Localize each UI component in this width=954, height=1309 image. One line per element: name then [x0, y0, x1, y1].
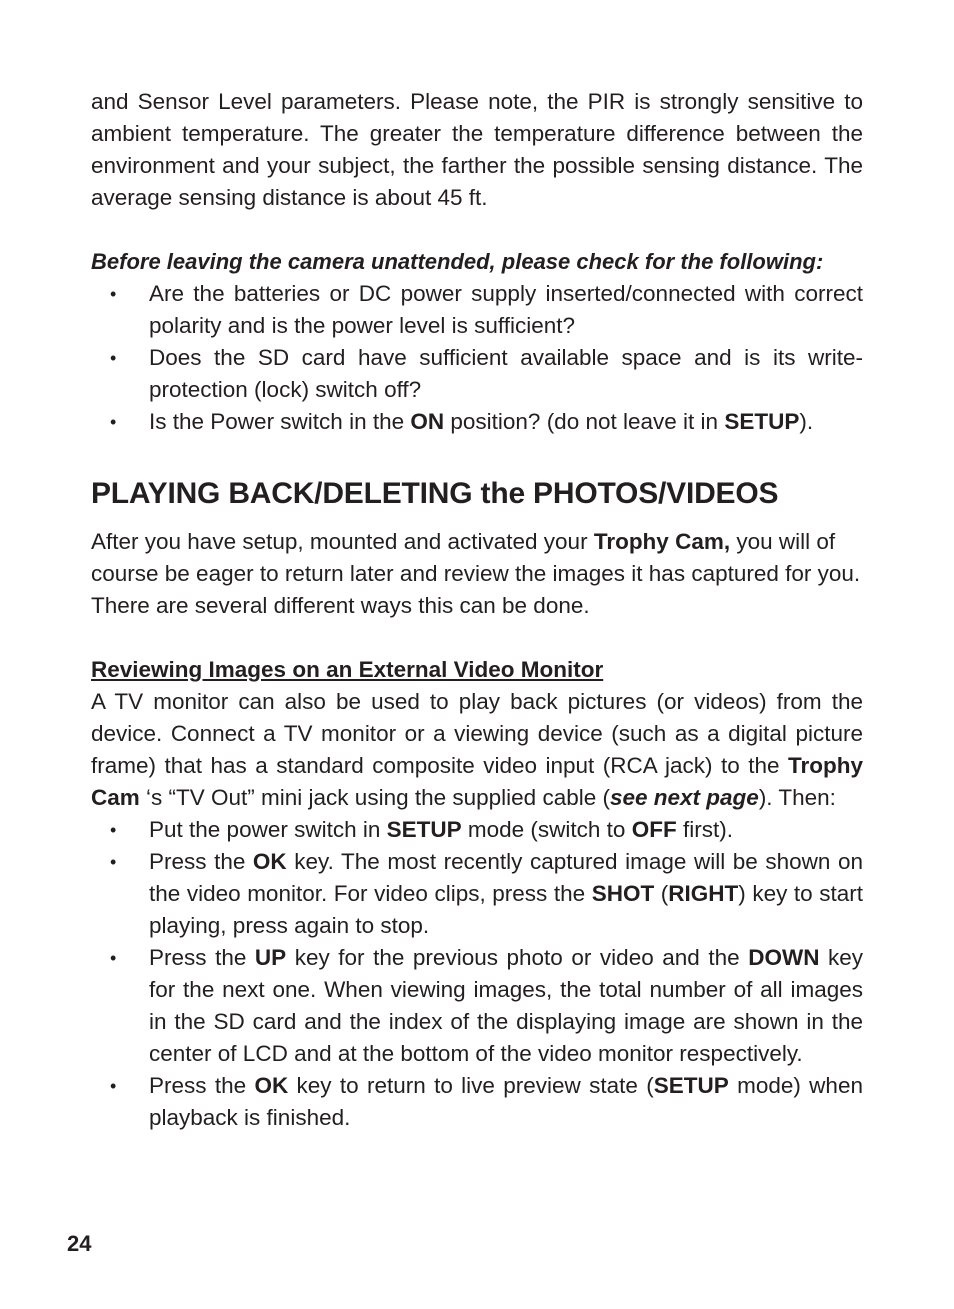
text-run: Press the	[149, 1073, 255, 1098]
text-run: Press the	[149, 945, 255, 970]
text-run: (	[654, 881, 669, 906]
text-run: mode) when playback is finished.	[149, 1073, 863, 1130]
step-item	[91, 942, 863, 1070]
bold-term: Trophy Cam,	[593, 529, 731, 554]
text-run: mode (switch to	[461, 817, 632, 842]
checklist-item-text: position? (do not leave it in	[444, 409, 725, 434]
bold-term: SETUP	[653, 1073, 729, 1098]
checklist-item-text: Are the batteries or DC power supply inserted/connected with correct polarity and is the power level is sufficient?	[149, 281, 863, 338]
checklist-item	[91, 342, 863, 406]
bold-term: ON	[410, 409, 445, 434]
intro-paragraph: and Sensor Level parameters. Please note, the PIR is strongly sensitive to ambient temperature. The greater the temperature difference between the environment and your subject, the farther the possible sensing distance. The average sensing distance is about 45 ft.	[91, 89, 863, 210]
checklist-item-text: ).	[799, 409, 814, 434]
bold-term: RIGHT	[668, 881, 739, 906]
bold-term: OFF	[631, 817, 677, 842]
text-run: ). Then:	[758, 785, 836, 810]
bold-term: OK	[252, 849, 287, 874]
checklist-heading: Before leaving the camera unattended, please check for the following:	[91, 249, 824, 274]
bold-term: SETUP	[386, 817, 462, 842]
bold-term: Trophy Cam	[91, 753, 863, 810]
bold-term: UP	[254, 945, 287, 970]
text-run: key to return to live preview state (	[288, 1073, 654, 1098]
reviewing-paragraph	[91, 686, 863, 814]
text-run: key for the previous photo or video and the	[286, 945, 749, 970]
step-item	[91, 814, 863, 846]
page-number: 24	[67, 1231, 92, 1256]
page-content	[91, 86, 863, 1134]
text-run: key for the next one. When viewing images, the total number of all images in the SD card and the index of the displaying image are shown in the center of LCD and at the bottom of the video monitor respectively.	[149, 945, 864, 1066]
bold-term: OK	[254, 1073, 289, 1098]
text-run: Press the	[149, 849, 253, 874]
text-run: Put the power switch in	[149, 817, 387, 842]
text-run: you will of course be eager to return later and review the images it has captured for you. There are several different ways this can be done.	[91, 529, 861, 618]
text-run: ‘s “TV Out” mini jack using the supplied cable (	[139, 785, 610, 810]
bullet-icon: •	[110, 1076, 117, 1096]
bullet-icon: •	[110, 412, 117, 432]
section-paragraph	[91, 526, 863, 622]
checklist	[91, 278, 863, 438]
steps-list	[91, 814, 863, 1134]
bold-italic-term: see next page	[609, 785, 759, 810]
bullet-icon: •	[110, 948, 117, 968]
checklist-item	[91, 406, 863, 438]
bold-term: SETUP	[724, 409, 800, 434]
bullet-icon: •	[110, 348, 117, 368]
bullet-icon: •	[110, 820, 117, 840]
checklist-item-text: Does the SD card have sufficient available space and is its write-protection (lock) switch off?	[149, 345, 863, 402]
text-run: key. The most recently captured image will be shown on the video monitor. For video clips, press the	[149, 849, 863, 906]
bold-term: SHOT	[591, 881, 655, 906]
text-run: first).	[676, 817, 733, 842]
checklist-item-text: Is the Power switch in the	[149, 409, 411, 434]
text-run: A TV monitor can also be used to play back pictures (or videos) from the device. Connect a TV monitor or a viewing device (such as a digital picture frame) that has a standard composite video input (RCA jack) to the	[91, 689, 863, 778]
text-run: After you have setup, mounted and activated your	[91, 529, 594, 554]
bullet-icon: •	[110, 852, 117, 872]
subsection-heading: Reviewing Images on an External Video Monitor	[91, 657, 604, 682]
bullet-icon: •	[110, 284, 117, 304]
section-title: PLAYING BACK/DELETING the PHOTOS/VIDEOS	[91, 477, 779, 510]
checklist-item	[91, 278, 863, 342]
step-item	[91, 846, 863, 942]
step-item	[91, 1070, 863, 1134]
text-run: ) key to start playing, press again to stop.	[149, 881, 863, 938]
bold-term: DOWN	[748, 945, 820, 970]
